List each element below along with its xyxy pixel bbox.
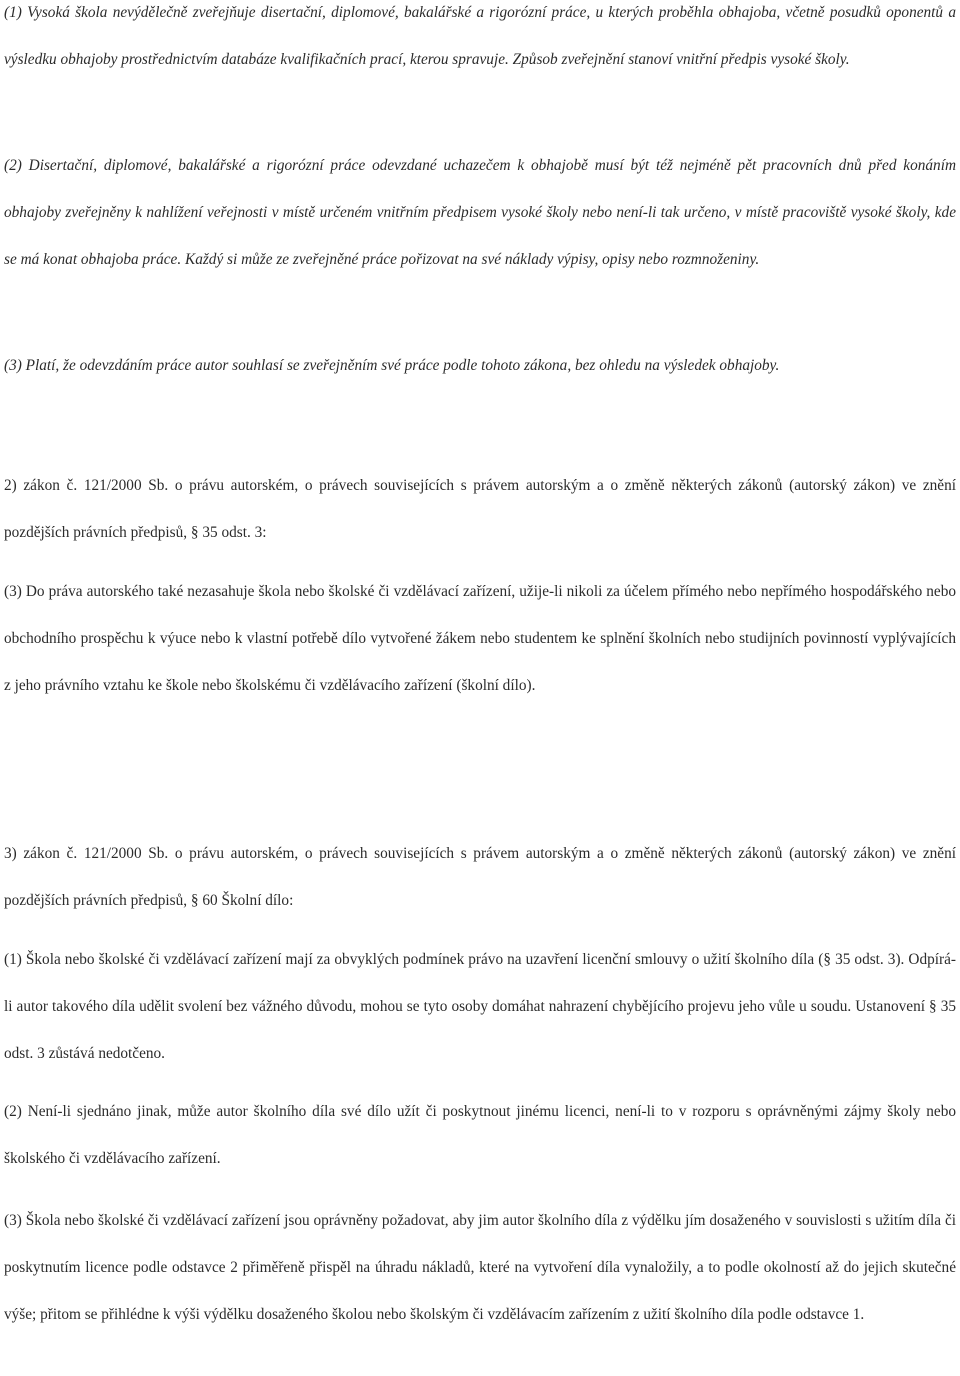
- paragraph-vs-1: (1) Vysoká škola nevýdělečně zveřejňuje disertační, diplomové, bakalářské a rigorózní práce, u kterých proběhla obhajoba, včetně posudků oponentů a výsledku obhajoby prostřednictvím databáze kvalifikačních prací, kterou spravuje. Způsob zveřejnění stanoví vnitřní předpis vysoké školy.: [4, 4, 956, 68]
- paragraph-copyright-35-heading: 2) zákon č. 121/2000 Sb. o právu autorském, o právech souvisejících s právem autorským a o změně některých zákonů (autorský zákon) ve znění pozdějších právních předpisů, § 35 odst. 3:: [4, 477, 956, 541]
- paragraph-copyright-60-2: (2) Není-li sjednáno jinak, může autor školního díla své dílo užít či poskytnout jinému licenci, není-li to v rozporu s oprávněnými zájmy školy nebo školského či vzdělávacího zařízení.: [4, 1103, 956, 1167]
- paragraph-copyright-35-3: (3) Do práva autorského také nezasahuje škola nebo školské či vzdělávací zařízení, užije-li nikoli za účelem přímého nebo nepřímého hospodářského nebo obchodního prospěchu k výuce nebo k vlastní potřebě dílo vytvořené žákem nebo studentem ke splnění školních nebo studijních povinností vyplývajících z jeho právního vztahu ke škole nebo školskému či vzdělávacího zařízení (školní dílo).: [4, 583, 956, 694]
- paragraph-copyright-60-3: (3) Škola nebo školské či vzdělávací zařízení jsou oprávněny požadovat, aby jim autor školního díla z výdělku jím dosaženého v souvislosti s užitím díla či poskytnutím licence podle odstavce 2 přiměřeně přispěl na úhradu nákladů, které na vytvoření díla vynaložily, a to podle okolností až do jejich skutečné výše; přitom se přihlédne k výši výdělku dosaženého školou nebo školským či vzdělávacím zařízením z užití školního díla podle odstavce 1.: [4, 1212, 956, 1323]
- paragraph-vs-3: (3) Platí, že odevzdáním práce autor souhlasí se zveřejněním své práce podle tohoto zákona, bez ohledu na výsledek obhajoby.: [4, 357, 780, 374]
- paragraph-vs-2: (2) Disertační, diplomové, bakalářské a rigorózní práce odevzdané uchazečem k obhajobě musí být též nejméně pět pracovních dnů před konáním obhajoby zveřejněny k nahlížení veřejnosti v místě určeném vnitřním předpisem vysoké školy nebo není-li tak určeno, v místě pracoviště vysoké školy, kde se má konat obhajoba práce. Každý si může ze zveřejněné práce pořizovat na své náklady výpisy, opisy nebo rozmnoženiny.: [4, 157, 956, 268]
- paragraph-copyright-60-1: (1) Škola nebo školské či vzdělávací zařízení mají za obvyklých podmínek právo na uzavření licenční smlouvy o užití školního díla (§ 35 odst. 3). Odpírá-li autor takového díla udělit svolení bez vážného důvodu, mohou se tyto osoby domáhat nahrazení chybějícího projevu jeho vůle u soudu. Ustanovení § 35 odst. 3 zůstává nedotčeno.: [4, 951, 956, 1062]
- paragraph-copyright-60-heading: 3) zákon č. 121/2000 Sb. o právu autorském, o právech souvisejících s právem autorským a o změně některých zákonů (autorský zákon) ve znění pozdějších právních předpisů, § 60 Školní dílo:: [4, 845, 956, 909]
